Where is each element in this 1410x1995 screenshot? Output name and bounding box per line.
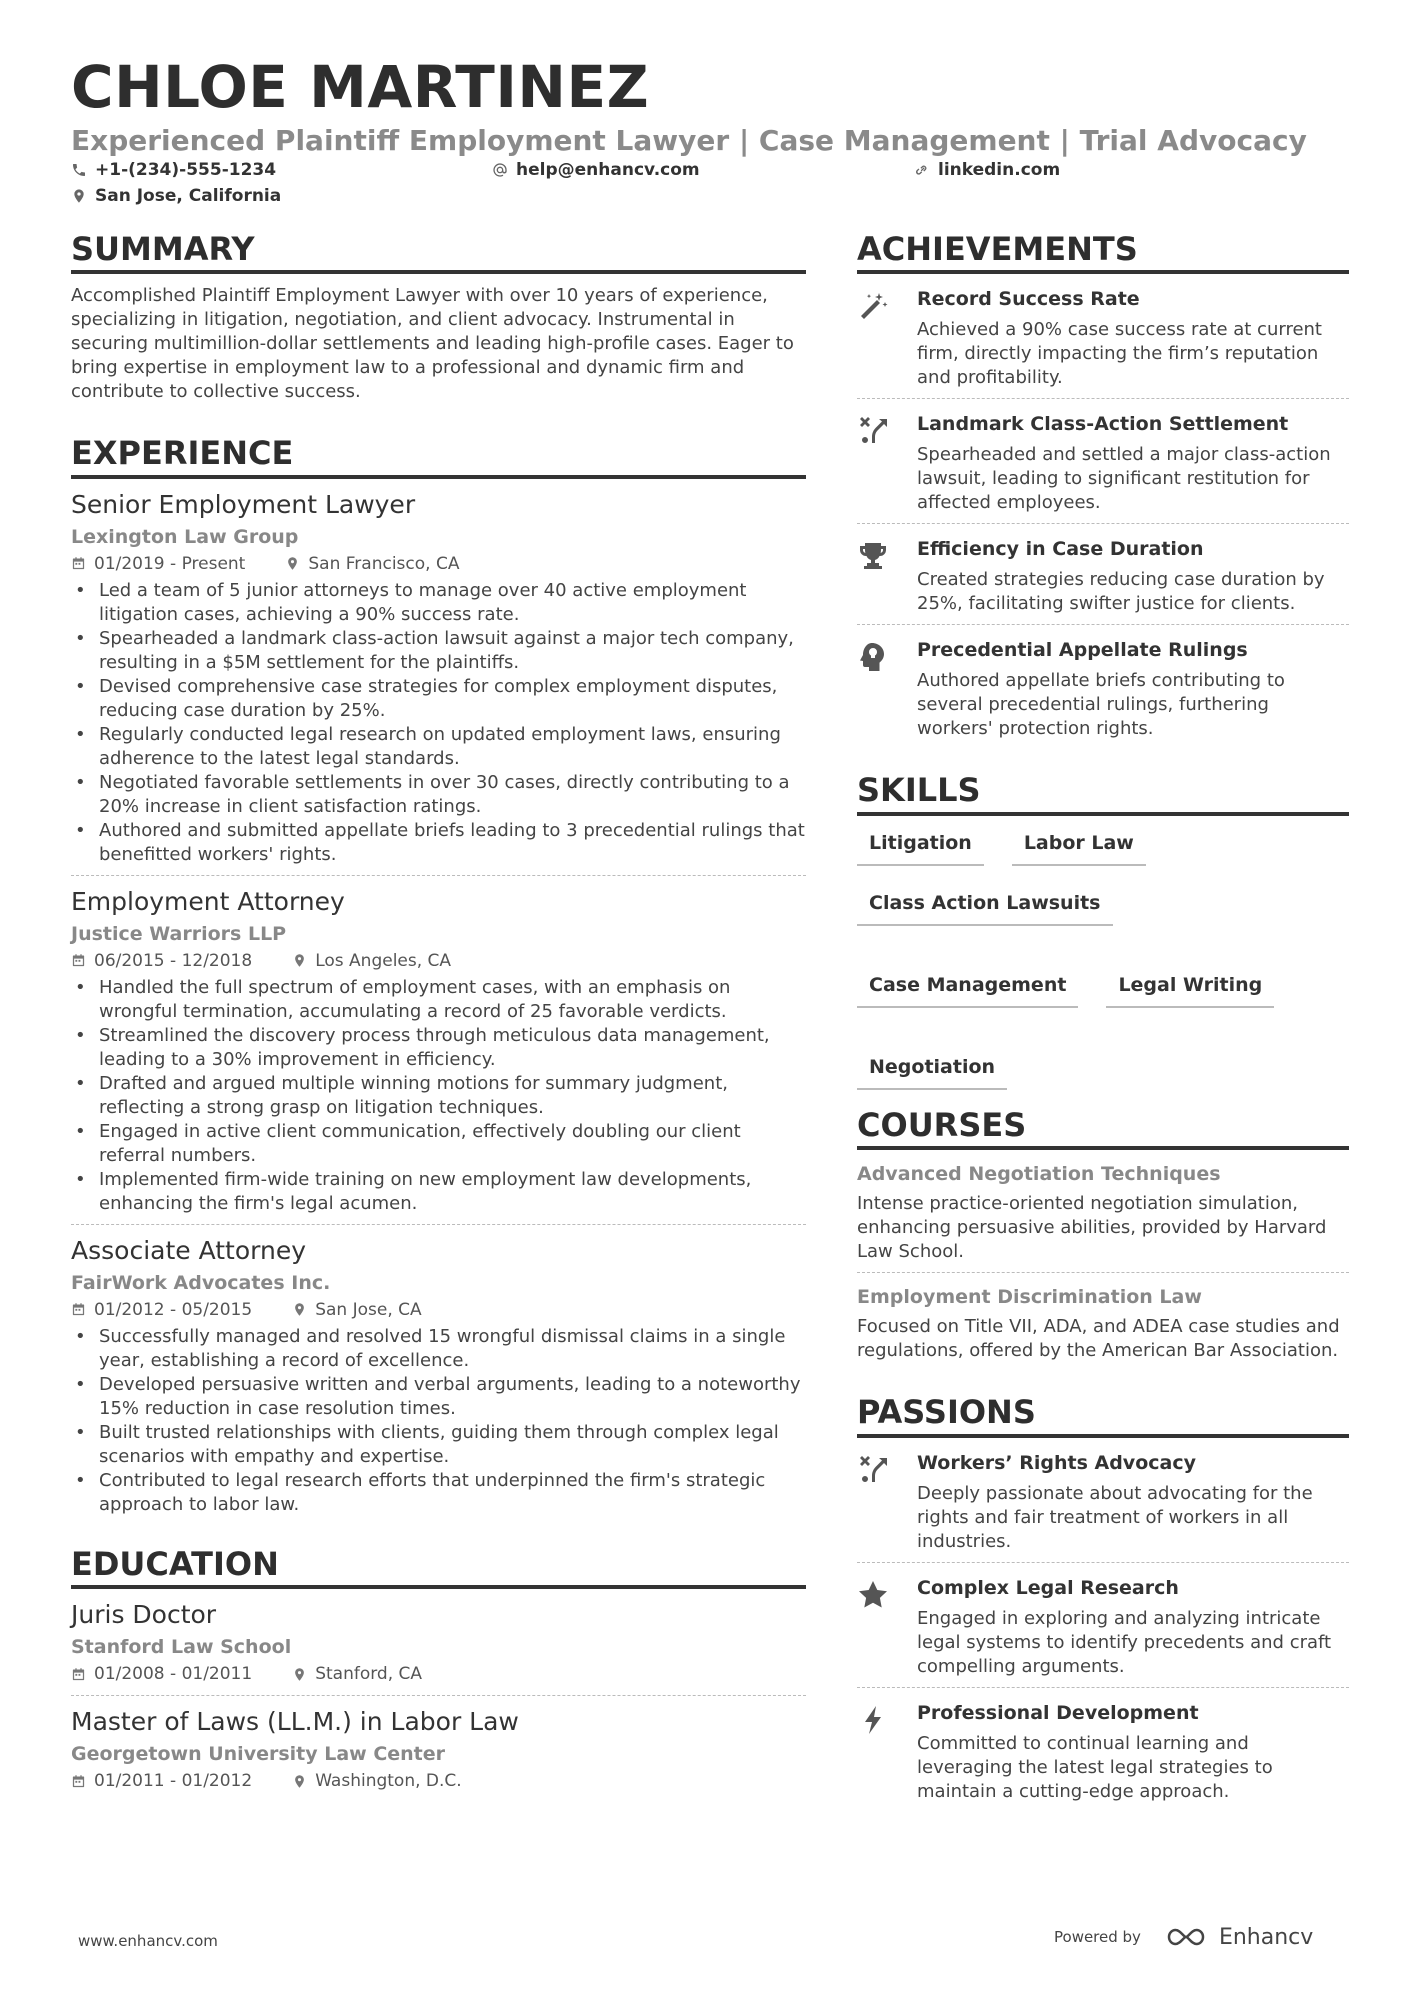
passions-heading: PASSIONS: [857, 1393, 1349, 1437]
skill-tag: Legal Writing: [1106, 970, 1274, 1008]
lightning-icon: [857, 1704, 889, 1736]
job-title: Associate Attorney: [71, 1235, 307, 1265]
location-pin-icon: [292, 1302, 307, 1317]
job-location: San Jose, CA: [315, 1299, 422, 1320]
achievement-text: Achieved a 90% case success rate at current firm, directly impacting the firm’s reputation and profitability.: [917, 319, 1322, 389]
job-bullets: [71, 1325, 806, 1517]
list-item: • Authored and submitted appellate briefs leading to 3 precedential rulings that benefitted workers' rights.: [71, 819, 806, 867]
summary-text: Accomplished Plaintiff Employment Lawyer with over 10 years of experience, specializing in litigation, negotiation, and client advocacy. Instrumental in securing multimillion-dollar settlements and leading high-profile cases. Eager to bring expertise in employment law to a professional and dynamic firm and contribute to collective success.: [71, 285, 794, 403]
course-title: Employment Discrimination Law: [857, 1286, 1202, 1309]
company-name: Justice Warriors LLP: [71, 922, 287, 945]
contact-linkedin: [914, 160, 1060, 180]
job-dates: 06/2015 - 12/2018: [94, 950, 253, 971]
achievement-item: [857, 409, 1349, 524]
job-title: Employment Attorney: [71, 886, 345, 916]
achievement-title: Landmark Class-Action Settlement: [917, 413, 1289, 436]
candidate-name: CHLOE MARTINEZ: [71, 53, 650, 121]
achievement-text: Created strategies reducing case duration by 25%, facilitating swifter justice for clients.: [917, 569, 1325, 615]
skills-section: [857, 771, 1349, 1089]
passion-item: [857, 1448, 1349, 1563]
skills-list: [857, 828, 1349, 1090]
contact-location: [71, 186, 281, 206]
education-dates: 01/2008 - 01/2011: [94, 1664, 253, 1685]
strategy-arrow-icon: [857, 415, 889, 447]
calendar-icon: [71, 556, 86, 571]
education-dates: 01/2011 - 01/2012: [94, 1771, 253, 1792]
courses-section: [857, 1106, 1349, 1371]
course-item: [857, 1160, 1349, 1273]
list-item: • Led a team of 5 junior attorneys to manage over 40 active employment litigation cases, achieving a 90% success rate.: [71, 579, 806, 627]
school-name: Georgetown University Law Center: [71, 1743, 446, 1766]
skill-tag: Case Management: [857, 970, 1078, 1008]
achievement-text: Spearheaded and settled a major class-action lawsuit, leading to significant restitution for affected employees.: [917, 444, 1331, 514]
passion-text: Committed to continual learning and leveraging the latest legal strategies to maintain a cutting-edge approach.: [917, 1732, 1273, 1802]
list-item: • Devised comprehensive case strategies for complex employment disputes, reducing case duration by 25%.: [71, 675, 806, 723]
at-icon: [492, 162, 508, 178]
enhancv-logo-icon: [1163, 1924, 1209, 1950]
education-location: Washington, D.C.: [315, 1771, 462, 1792]
list-item: • Contributed to legal research efforts that underpinned the firm's strategic approach to labor law.: [71, 1469, 806, 1517]
email-text: help@enhancv.com: [516, 160, 700, 180]
powered-by-text: Powered by: [1054, 1928, 1141, 1946]
list-item: • Engaged in active client communication, effectively doubling our client referral numbers.: [71, 1120, 806, 1168]
job-meta: [71, 948, 806, 974]
achievement-item: [857, 284, 1349, 399]
phone-text: +1-(234)-555-1234: [95, 160, 277, 180]
phone-icon: [71, 162, 87, 178]
course-text: Intense practice-oriented negotiation simulation, enhancing persuasive abilities, provided by Harvard Law School.: [857, 1193, 1327, 1263]
education-entry: [71, 1599, 806, 1696]
passion-title: Complex Legal Research: [917, 1576, 1179, 1599]
job-location: San Francisco, CA: [308, 553, 460, 574]
contact-email: [492, 160, 700, 180]
candidate-headline: Experienced Plaintiff Employment Lawyer | Case Management | Trial Advocacy: [71, 124, 1307, 157]
list-item: • Built trusted relationships with clients, guiding them through complex legal scenarios with empathy and expertise.: [71, 1421, 806, 1469]
list-item: • Streamlined the discovery process through meticulous data management, leading to a 30% improvement in efficiency.: [71, 1024, 806, 1072]
education-meta: [71, 1768, 806, 1794]
education-section: [71, 1545, 806, 1802]
achievement-title: Efficiency in Case Duration: [917, 538, 1204, 561]
education-location: Stanford, CA: [315, 1664, 423, 1685]
experience-section: [71, 434, 806, 1524]
strategy-arrow-icon: [857, 1454, 889, 1486]
skill-tag: Negotiation: [857, 1052, 1007, 1090]
experience-entry: [71, 1235, 806, 1525]
magic-wand-icon: [857, 290, 889, 322]
calendar-icon: [71, 953, 86, 968]
achievements-section: [857, 230, 1349, 749]
job-meta: [71, 551, 806, 577]
company-name: Lexington Law Group: [71, 525, 299, 548]
location-text: San Jose, California: [95, 186, 282, 206]
location-pin-icon: [71, 188, 87, 204]
job-bullets: [71, 579, 806, 867]
list-item: • Drafted and argued multiple winning motions for summary judgment, reflecting a strong grasp on litigation techniques.: [71, 1072, 806, 1120]
passion-item: [857, 1573, 1349, 1688]
job-dates: 01/2012 - 05/2015: [94, 1299, 253, 1320]
passion-title: Workers’ Rights Advocacy: [917, 1451, 1196, 1474]
passion-text: Engaged in exploring and analyzing intricate legal systems to identify precedents and craft compelling arguments.: [917, 1607, 1332, 1677]
company-name: FairWork Advocates Inc.: [71, 1271, 331, 1294]
job-meta: [71, 1297, 806, 1323]
achievement-item: [857, 534, 1349, 625]
summary-heading: SUMMARY: [71, 230, 806, 274]
experience-entry: [71, 886, 806, 1225]
achievement-text: Authored appellate briefs contributing to several precedential rulings, furthering workers' protection rights.: [917, 670, 1285, 740]
right-column: [857, 230, 1349, 1822]
job-title: Senior Employment Lawyer: [71, 489, 416, 519]
location-pin-icon: [292, 1774, 307, 1789]
list-item: • Negotiated favorable settlements in over 30 cases, directly contributing to a 20% increase in client satisfaction ratings.: [71, 771, 806, 819]
list-item: • Spearheaded a landmark class-action lawsuit against a major tech company, resulting in a $5M settlement for the plaintiffs.: [71, 627, 806, 675]
skills-heading: SKILLS: [857, 771, 1349, 815]
job-dates: 01/2019 - Present: [94, 553, 246, 574]
job-bullets: [71, 976, 806, 1216]
skill-tag: Litigation: [857, 828, 984, 866]
degree-title: Juris Doctor: [71, 1600, 217, 1630]
experience-heading: EXPERIENCE: [71, 434, 806, 478]
footer-branding: [1054, 1924, 1313, 1950]
education-heading: EDUCATION: [71, 1545, 806, 1589]
education-meta: [71, 1661, 806, 1687]
head-profile-icon: [857, 641, 889, 673]
list-item: • Regularly conducted legal research on updated employment laws, ensuring adherence to the latest legal standards.: [71, 723, 806, 771]
list-item: • Developed persuasive written and verbal arguments, leading to a noteworthy 15% reduction in case resolution times.: [71, 1373, 806, 1421]
passions-section: [857, 1393, 1349, 1811]
left-column: [71, 230, 806, 1812]
job-location: Los Angeles, CA: [315, 950, 452, 971]
brand-name: Enhancv: [1218, 1924, 1314, 1950]
contact-phone: [71, 160, 276, 180]
course-title: Advanced Negotiation Techniques: [857, 1163, 1221, 1186]
course-text: Focused on Title VII, ADA, and ADEA case studies and regulations, offered by the American Bar Association.: [857, 1316, 1340, 1362]
courses-heading: COURSES: [857, 1106, 1349, 1150]
star-icon: [857, 1579, 889, 1611]
location-pin-icon: [285, 556, 300, 571]
footer-website[interactable]: www.enhancv.com: [78, 1932, 218, 1950]
education-entry: [71, 1706, 806, 1802]
passion-text: Deeply passionate about advocating for the rights and fair treatment of workers in all industries.: [917, 1482, 1313, 1552]
brand-logo[interactable]: [1163, 1924, 1313, 1950]
summary-section: [71, 230, 806, 404]
calendar-icon: [71, 1667, 86, 1682]
passion-title: Professional Development: [917, 1701, 1199, 1724]
skill-tag: Class Action Lawsuits: [857, 888, 1113, 926]
achievement-title: Precedential Appellate Rulings: [917, 639, 1248, 662]
calendar-icon: [71, 1302, 86, 1317]
experience-entry: [71, 489, 806, 876]
passion-item: [857, 1698, 1349, 1812]
school-name: Stanford Law School: [71, 1636, 292, 1659]
location-pin-icon: [292, 953, 307, 968]
list-item: • Successfully managed and resolved 15 wrongful dismissal claims in a single year, establishing a record of excellence.: [71, 1325, 806, 1373]
trophy-icon: [857, 540, 889, 572]
skill-tag: Labor Law: [1012, 828, 1146, 866]
linkedin-text: linkedin.com: [938, 160, 1061, 180]
achievements-heading: ACHIEVEMENTS: [857, 230, 1349, 274]
list-item: • Implemented firm-wide training on new employment law developments, enhancing the firm's legal acumen.: [71, 1168, 806, 1216]
list-item: • Handled the full spectrum of employment cases, with an emphasis on wrongful termination, accumulating a record of 25 favorable verdicts.: [71, 976, 806, 1024]
link-icon: [914, 162, 930, 178]
degree-title: Master of Laws (LL.M.) in Labor Law: [71, 1707, 519, 1737]
location-pin-icon: [292, 1667, 307, 1682]
achievement-item: [857, 635, 1349, 749]
achievement-title: Record Success Rate: [917, 288, 1140, 311]
calendar-icon: [71, 1774, 86, 1789]
course-item: [857, 1283, 1349, 1371]
